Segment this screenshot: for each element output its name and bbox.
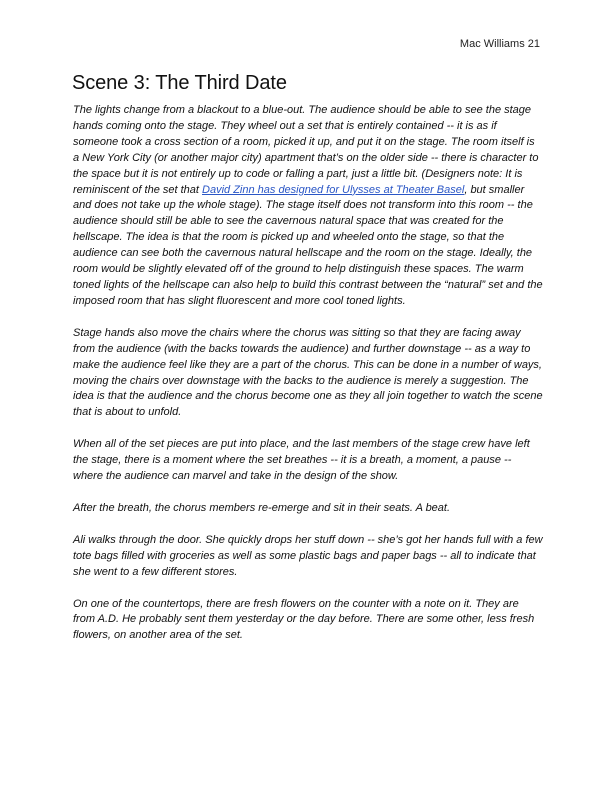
- paragraph-chorus-chairs: Stage hands also move the chairs where the chorus was sitting so that they are facing away from the audience (with the backs towards the audience) and further downstage -- as a way to make the audience feel like they are a part of the chorus. This can be done in a number of ways, moving the chairs over downstage with the backs to the audience is merely a suggestion. The idea is that the audience and the chorus become one as they all join together to watch the scene that is about to unfold.: [73, 326, 543, 419]
- paragraph-ali-enters: Ali walks through the door. She quickly drops her stuff down -- she’s got her hands full with a few tote bags filled with groceries as well as some plastic bags and paper bags -- all to indicate that she went to a few different stores.: [73, 533, 543, 578]
- reference-link[interactable]: David Zinn has designed for Ulysses at Theater Basel: [202, 183, 465, 196]
- paragraph-breath: After the breath, the chorus members re-emerge and sit in their seats. A beat.: [73, 501, 451, 514]
- scene-title: Scene 3: The Third Date: [72, 72, 287, 94]
- paragraph-set-description: [73, 103, 543, 310]
- paragraph-text: , but smaller and does not take up the whole stage). The stage itself does not transform into this room -- the audience should still be able to see the cavernous natural space that was created for the hellscape. The idea is that the room is picked up and wheeled onto the stage, so that the audience can see both the cavernous natural hellscape and the room on the stage. Ideally, the room would be slightly elevated off of the ground to help distinguish these spaces. The warm toned lights of the hellscape can also help to build this contrast between the “natural” set and the imposed room that has slight fluorescent and more cool toned lights.: [73, 183, 543, 307]
- paragraph-flowers: On one of the countertops, there are fresh flowers on the counter with a note on it. They are from A.D. He probably sent them yesterday or the day before. There are some other, less fresh flowers, on another area of the set.: [73, 597, 535, 642]
- paragraph-text: The lights change from a blackout to a blue-out. The audience should be able to see the stage hands coming onto the stage. They wheel out a set that is entirely contained -- it is as if someone took a cross section of a room, picked it up, and put it on the stage. The room itself is a New York City (or another major city) apartment that’s on the older side -- there is character to the space but it is not entirely up to code or falling a part, just a little bit. (Designers note: It is reminiscent of the set that: [73, 104, 539, 196]
- paragraph-set-breathes: When all of the set pieces are put into place, and the last members of the stage crew have left the stage, there is a moment where the set breathes -- it is a breath, a moment, a pause -- where the audience can marvel and take in the design of the show.: [73, 438, 530, 483]
- scene-body: [73, 103, 543, 660]
- page-header: Mac Williams 21: [459, 38, 540, 50]
